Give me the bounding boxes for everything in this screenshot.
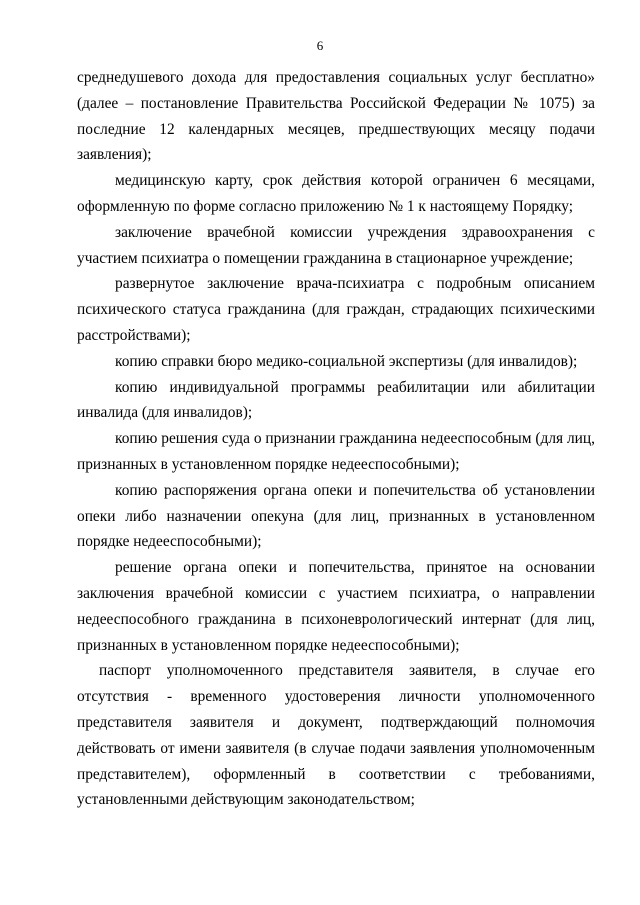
paragraph-psychiatrist-conclusion: развернутое заключение врача-психиатра с подробным описанием психического статуса гражданина (для граждан, страдающих психическими расстройствами); [77,275,595,344]
paragraph-rehabilitation-program: копию индивидуальной программы реабилитации или абилитации инвалида (для инвалидов); [77,378,595,422]
paragraph-court-decision: копию решения суда о признании гражданина недееспособным (для лиц, признанных в установленном порядке недееспособными); [77,430,595,473]
paragraph-guardianship-decision: решение органа опеки и попечительства, принятое на основании заключения врачебной комиссии с участием психиатра, о направлении недееспособного гражданина в психоневрологический интернат (для лиц, признанных в установленном порядке недееспособными); [77,559,595,654]
document-body [77,65,595,813]
paragraph-income-continuation: среднедушевого дохода для предоставления социальных услуг бесплатно» (далее – постановление Правительства Российской Федерации № 1075) за последние 12 календарных месяцев, предшествующих месяцу подачи заявления); [77,69,595,164]
paragraph-mse-certificate: копию справки бюро медико-социальной экспертизы (для инвалидов); [115,352,578,370]
paragraph-representative-passport: паспорт уполномоченного представителя заявителя, в случае его отсутствия - временного удостоверения личности уполномоченного представителя заявителя и документ, подтверждающий полномочия действовать от имени заявителя (в случае подачи заявления уполномоченным представителем), оформленный в соответствии с требованиями, установленными действующим законодательством; [77,662,595,809]
page-number: 6 [316,38,324,53]
paragraph-commission-conclusion: заключение врачебной комиссии учреждения здравоохранения с участием психиатра о помещении гражданина в стационарное учреждение; [77,223,595,267]
paragraph-medical-card: медицинскую карту, срок действия которой ограничен 6 месяцами, оформленную по форме согласно приложению № 1 к настоящему Порядку; [77,172,595,215]
paragraph-guardianship-order: копию распоряжения органа опеки и попечительства об установлении опеки либо назначении опекуна (для лиц, признанных в установленном порядке недееспособными); [77,481,595,551]
